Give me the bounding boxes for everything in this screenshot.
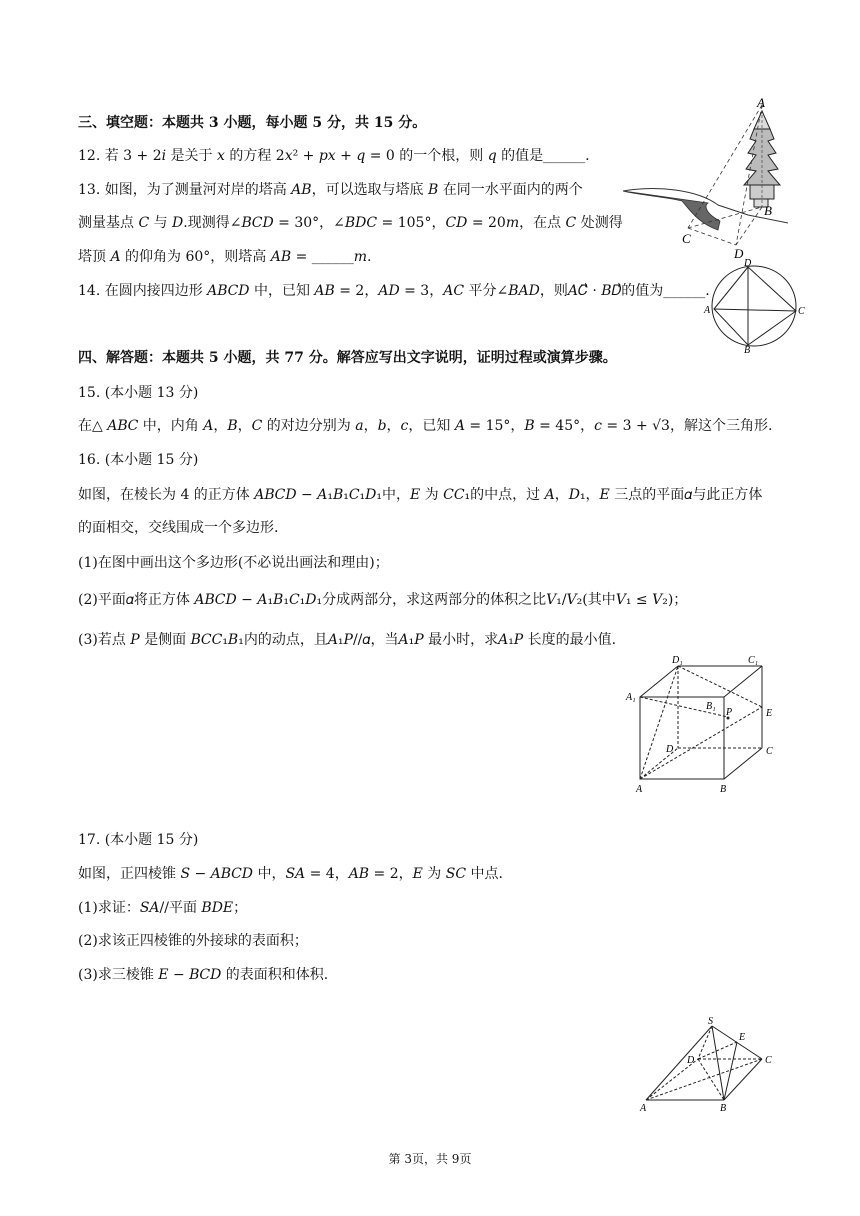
tower-label-C: C	[682, 231, 691, 246]
section3-heading: 三、填空题：本题共 3 小题，每小题 5 分，共 15 分。	[78, 115, 427, 131]
question-16-part3: (3)若点 𝑃 是侧面 𝐵𝐶𝐶₁𝐵₁内的动点，且𝐴₁𝑃//𝛼，当𝐴₁𝑃 最小时，求𝐴₁𝑃 长度的最小值.	[78, 632, 617, 648]
question-13-line1: 13. 如图，为了测量河对岸的塔高 𝐴𝐵，可以选取与塔底 𝐵 在同一水平面内的两个	[78, 182, 583, 198]
section4-heading: 四、解答题：本题共 5 小题，共 77 分。解答应写出文字说明，证明过程或演算步骤。	[78, 350, 617, 366]
pyramid-label-S: S	[708, 1016, 713, 1027]
cube-label-A: A	[636, 784, 643, 795]
question-16-title: 16. (本小题 15 分)	[78, 452, 199, 468]
circle-label-C: C	[798, 306, 805, 317]
question-16-part1: (1)在图中画出这个多边形(不必说出画法和理由)；	[78, 555, 389, 571]
question-17-part3: (3)求三棱锥 𝐸 − 𝐵𝐶𝐷 的表面积和体积.	[78, 967, 329, 983]
question-17-part1: (1)求证：𝑆𝐴//平面 𝐵𝐷𝐸；	[78, 900, 248, 916]
circle-label-A: A	[704, 305, 711, 316]
pyramid-label-A: A	[640, 1103, 647, 1114]
cube-label-P: P	[726, 707, 733, 718]
tower-figure	[618, 95, 788, 265]
cube-label-D: D	[666, 744, 674, 755]
question-12: 12. 若 3 + 2𝑖 是关于 𝑥 的方程 2𝑥² + 𝑝𝑥 + 𝑞 = 0 的一个根，则 𝑞 的值是______.	[78, 148, 590, 164]
cube-figure	[620, 652, 780, 800]
question-17-part2: (2)求该正四棱锥的外接球的表面积；	[78, 933, 308, 949]
circle-label-D: D	[744, 258, 752, 269]
cube-label-B1: B₁	[706, 701, 716, 712]
question-17-line1: 如图，正四棱锥 𝑆 − 𝐴𝐵𝐶𝐷 中，𝑆𝐴 = 4，𝐴𝐵 = 2，𝐸 为 𝑆𝐶 中点.	[78, 866, 503, 882]
question-17-title: 17. (本小题 15 分)	[78, 832, 199, 848]
tower-label-A: A	[757, 95, 765, 110]
question-16-line1: 如图，在棱长为 4 的正方体 𝐴𝐵𝐶𝐷 − 𝐴₁𝐵₁𝐶₁𝐷₁中，𝐸 为 𝐶𝐶₁的中点，过 𝐴，𝐷₁，𝐸 三点的平面𝛼与此正方体	[78, 487, 763, 503]
question-13-line2: 测量基点 𝐶 与 𝐷.现测得∠𝐵𝐶𝐷 = 30°，∠𝐵𝐷𝐶 = 105°，𝐶𝐷 = 20𝑚，在点 𝐶 处测得	[78, 215, 623, 231]
circle-quadrilateral-figure	[700, 256, 810, 354]
cube-label-D1: D₁	[672, 655, 683, 666]
tower-label-B: B	[764, 203, 772, 218]
cube-label-C: C	[766, 746, 773, 757]
question-14: 14. 在圆内接四边形 𝐴𝐵𝐶𝐷 中，已知 𝐴𝐵 = 2，𝐴𝐷 = 3，𝐴𝐶 平分∠𝐵𝐴𝐷，则𝐴𝐶⃗ · 𝐵𝐷⃗的值为______.	[78, 283, 710, 299]
pyramid-figure	[632, 1014, 782, 1114]
cube-label-A1: A₁	[626, 692, 636, 703]
question-16-line2: 的面相交，交线围成一个多边形.	[78, 520, 279, 536]
page-footer: 第 3页，共 9页	[388, 1152, 472, 1166]
pyramid-label-B: B	[720, 1103, 727, 1114]
pyramid-label-C: C	[765, 1055, 772, 1066]
cube-label-B: B	[720, 784, 727, 795]
pyramid-label-D: D	[687, 1055, 695, 1066]
cube-label-C1: C₁	[748, 655, 759, 666]
pyramid-label-E: E	[739, 1032, 746, 1043]
circle-label-B: B	[744, 345, 751, 354]
question-16-part2: (2)平面𝛼将正方体 𝐴𝐵𝐶𝐷 − 𝐴₁𝐵₁𝐶₁𝐷₁分成两部分，求这两部分的体积之比𝑉₁/𝑉₂(其中𝑉₁ ≤ 𝑉₂)；	[78, 592, 688, 608]
question-13-line3: 塔顶 𝐴 的仰角为 60°，则塔高 𝐴𝐵 = ______𝑚.	[78, 249, 372, 265]
question-15-title: 15. (本小题 13 分)	[78, 385, 199, 401]
cube-label-E: E	[766, 708, 773, 719]
question-15-body: 在△ 𝐴𝐵𝐶 中，内角 𝐴，𝐵，𝐶 的对边分别为 𝑎，𝑏，𝑐，已知 𝐴 = 15°，𝐵 = 45°，𝑐 = 3 + √3，解这个三角形.	[78, 418, 773, 434]
tower-label-D: D	[734, 246, 744, 261]
